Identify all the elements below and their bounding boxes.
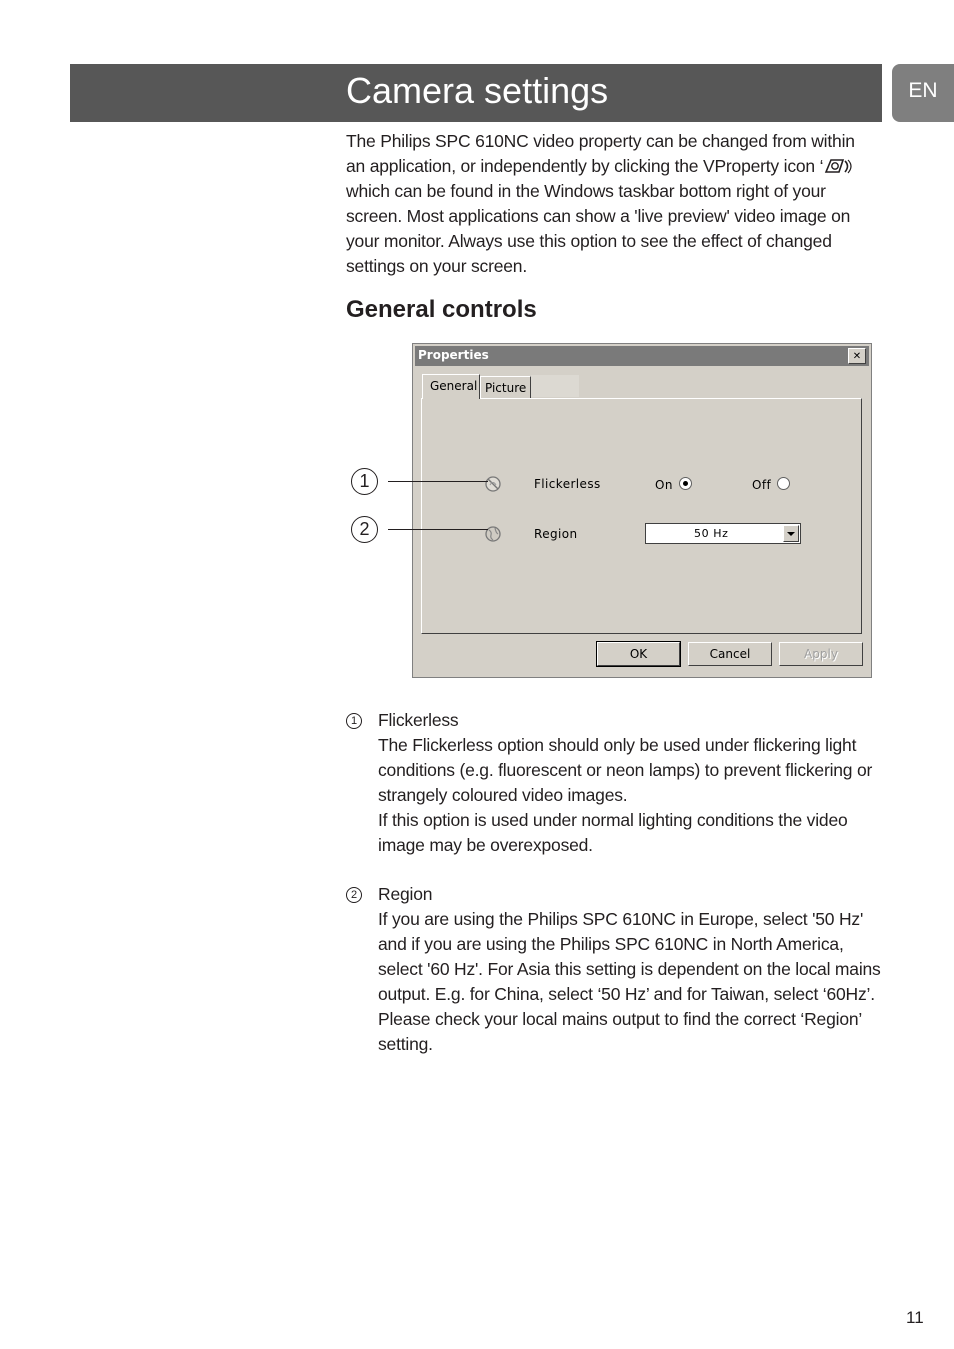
dialog-titlebar [415, 346, 869, 366]
tab-picture-label: Picture [485, 381, 527, 395]
region-select-value: 50 Hz [694, 527, 729, 540]
dialog-title: Properties [418, 348, 489, 362]
item-1-body [378, 708, 878, 858]
item-2-title: Region [378, 884, 433, 904]
callout-1-leader [388, 481, 488, 482]
item-1-number: 1 [346, 713, 362, 729]
flickerless-icon [484, 475, 502, 493]
flickerless-label: Flickerless [534, 477, 601, 491]
callout-1: 1 [351, 468, 378, 495]
language-label: EN [908, 79, 938, 102]
language-tab [892, 64, 954, 122]
item-1-paragraph-1: The Flickerless option should only be used under flickering light conditions (e.g. fluorescent or neon lamps) to prevent flickering or strangely coloured video images. [378, 735, 873, 805]
flickerless-off-label: Off [752, 478, 772, 492]
section-heading: General controls [346, 296, 537, 323]
flickerless-on-radio[interactable] [679, 477, 692, 490]
intro-text-end: which can be found in the Windows taskbar bottom right of your screen. Most applications can show a 'live preview' video image on your monitor. Always use this option to see the effect of changed settings on your screen. [346, 181, 851, 276]
properties-dialog [412, 343, 872, 678]
flickerless-on-label: On [655, 478, 673, 492]
region-label: Region [534, 527, 578, 541]
ok-button[interactable]: OK [597, 642, 680, 666]
tab-general[interactable] [422, 374, 480, 399]
close-icon: ✕ [852, 351, 862, 362]
cancel-button[interactable]: Cancel [688, 642, 772, 666]
flickerless-off-radio[interactable] [777, 477, 790, 490]
tab-general-label: General [430, 379, 478, 393]
title-banner [70, 64, 882, 122]
close-button[interactable] [848, 348, 866, 364]
item-2-number: 2 [346, 887, 362, 903]
item-2-body [378, 882, 883, 1057]
page-number: 11 [906, 1308, 924, 1327]
item-1-paragraph-2: If this option is used under normal lighting conditions the video image may be overexposed. [378, 810, 848, 855]
tab-strip-filler [531, 375, 579, 397]
callout-2: 2 [351, 516, 378, 543]
page-title: Camera settings [346, 70, 609, 111]
intro-text-start: The Philips SPC 610NC video property can be changed from within an application, or independently by clicking the VProperty icon ‘ [346, 131, 855, 176]
item-2-paragraph-1: If you are using the Philips SPC 610NC in Europe, select '50 Hz' and if you are using the Philips SPC 610NC in North America, select '60 Hz'. For Asia this setting is dependent on the local mains output. E.g. for China, select ‘50 Hz’ and for Taiwan, select ‘60Hz’. Please check your local mains output to find the correct ‘Region’ setting. [378, 909, 881, 1054]
tab-picture[interactable] [480, 376, 531, 399]
region-globe-icon [484, 525, 502, 543]
vproperty-icon [823, 157, 853, 175]
general-panel [421, 398, 862, 634]
region-select[interactable] [645, 523, 801, 544]
chevron-down-icon[interactable] [783, 525, 799, 542]
intro-paragraph [346, 129, 876, 279]
callout-2-leader [388, 529, 488, 530]
apply-button[interactable]: Apply [779, 642, 863, 666]
item-1-title: Flickerless [378, 710, 459, 730]
